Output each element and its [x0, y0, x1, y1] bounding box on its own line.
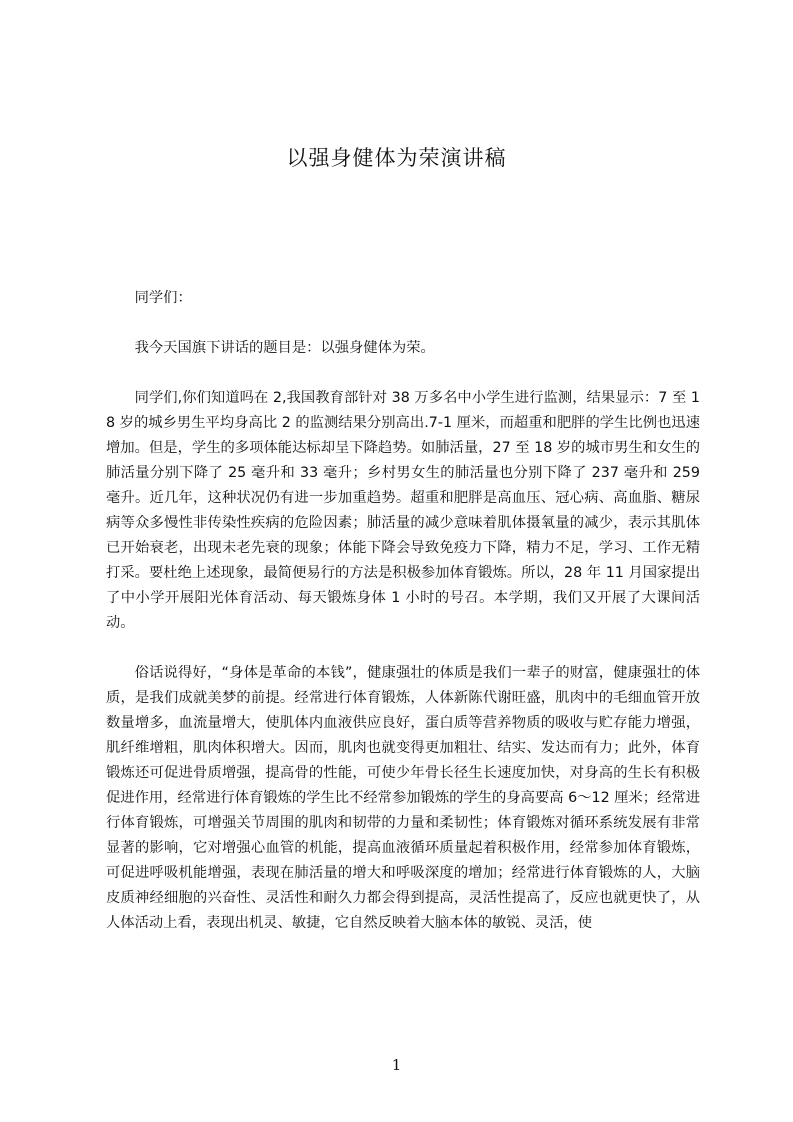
paragraph-benefits-of-exercise: 俗话说得好，“身体是革命的本钱”，健康强壮的体质是我们一辈子的财富，健康强壮的体质，是我们成就美梦的前提。经常进行体育锻炼，人体新陈代谢旺盛，肌肉中的毛细血管开放数量增多，血流量增大，使肌体内血液供应良好，蛋白质等营养物质的吸收与贮存能力增强，肌纤维增粗，肌肉体积增大。因而，肌肉也就变得更加粗壮、结实、发达而有力；此外，体育锻炼还可促进骨质增强，提高骨的性能，可使少年骨长径生长速度加快，对身高的生长有积极促进作用，经常进行体育锻炼的学生比不经常参加锻炼的学生的身高要高 6～12 厘米；经常进行体育锻炼，可增强关节周围的肌肉和韧带的力量和柔韧性；体育锻炼对循环系统发展有非常显著的影响，它对增强心血管的机能，提高血液循环质量起着积极作用，经常参加体育锻炼，可促进呼吸机能增强，表现在肺活量的增大和呼吸深度的增加；经常进行体育锻炼的人，大脑皮质神经细胞的兴奋性、灵活性和耐久力都会得到提高，灵活性提高了，反应也就更快了，从人体活动上看，表现出机灵、敏捷，它自然反映着大脑本体的敏锐、灵活，使 — [106, 665, 700, 931]
page-title: 以强身健体为荣演讲稿 — [286, 146, 507, 170]
document-body — [106, 286, 700, 961]
paragraph-monitoring-results: 同学们,你们知道吗在 2,我国教育部针对 38 万多名中小学生进行监测，结果显示：7 至 18 岁的城乡男生平均身高比 2 的监测结果分别高出.7-1 厘米，而超重和肥胖的学生比例也迅速增加。但是，学生的多项体能达标却呈下降趋势。如肺活量，27 至 18 岁的城市男生和女生的肺活量分别下降了 25 毫升和 33 毫升；乡村男女生的肺活量也分别下降了 237 毫升和 259 毫升。近几年，这种状况仍有进一步加重趋势。超重和肥胖是高血压、冠心病、高血脂、糖尿病等众多慢性非传染性疾病的危险因素；肺活量的减少意味着肌体摄氧量的减少，表示其肌体已开始衰老，出现未老先衰的现象；体能下降会导致免疫力下降，精力不足，学习、工作无精打采。要杜绝上述现象，最简便易行的方法是积极参加体育锻炼。所以，28 年 11 月国家提出了中小学开展阳光体育活动、每天锻炼身体 1 小时的号召。本学期，我们又开展了大课间活动。 — [106, 390, 700, 631]
paragraph-topic: 我今天国旗下讲话的题目是：以强身健体为荣。 — [134, 340, 435, 356]
salutation: 同学们： — [134, 290, 192, 306]
page-number: 1 — [391, 1056, 402, 1074]
